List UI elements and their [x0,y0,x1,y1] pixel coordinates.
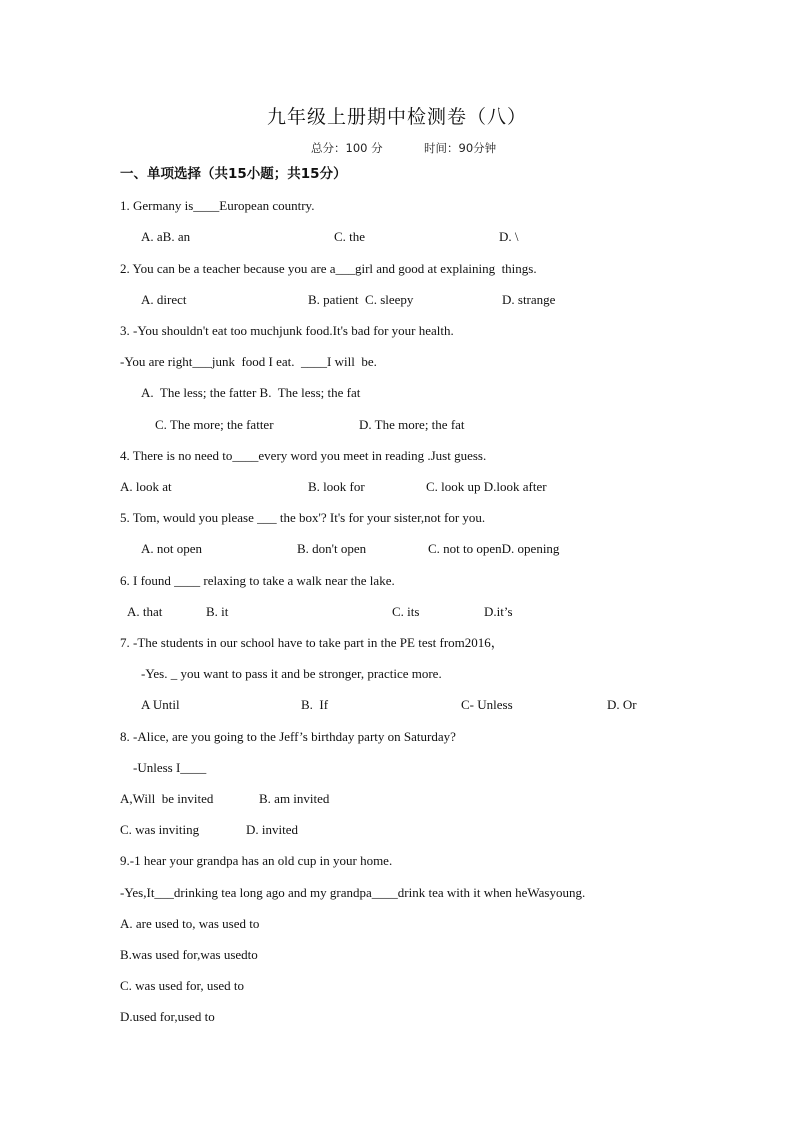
section-heading: 一、单项选择（共15小题；共15分） [120,166,347,182]
exam-time: 时间：90分钟 [424,141,497,155]
question-8-option-a: A,Will be invited [120,791,214,806]
question-1-option-c: C. the [334,229,366,244]
question-3-option-d: D. The more; the fat [359,417,465,432]
question-4-option-b: B. look for [308,479,365,494]
question-4-option-a: A. look at [120,479,172,494]
question-3-option-c: C. The more; the fatter [155,417,274,432]
question-7-stem: 7. -The students in our school have to take part in the PE test from2016， [120,635,504,650]
question-6-option-b: B. it [206,604,229,619]
question-6-option-d: D.it’s [484,604,513,619]
question-8-option-d: D. invited [246,822,298,837]
question-2-stem: 2. You can be a teacher because you are a___girl and good at explaining things. [120,261,537,276]
question-9-option-a: A. are used to, was used to [120,916,260,931]
question-3-stem-reply: -You are right___junk food I eat. ____I will be. [120,354,377,369]
question-9-option-d: D.used for,used to [120,1009,215,1024]
question-9-stem: 9.-1 hear your grandpa has an old cup in your home. [120,853,393,868]
question-5-option-b: B. don't open [297,541,367,556]
question-8-stem-reply: -Unless I____ [133,760,207,775]
question-2-option-a: A. direct [141,292,187,307]
question-8-option-b: B. am invited [259,791,330,806]
question-5-option-a: A. not open [141,541,203,556]
question-7-stem-reply: -Yes. _ you want to pass it and be stronger, practice more. [141,666,442,681]
question-3-stem: 3. -You shouldn't eat too muchjunk food.It's bad for your health. [120,323,454,338]
question-1-stem: 1. Germany is____European country. [120,198,315,213]
question-6-option-c: C. its [392,604,420,619]
question-8-option-c: C. was inviting [120,822,200,837]
question-7-option-b: B. If [301,697,329,712]
question-3-option-ab: A. The less; the fatter B. The less; the fat [141,385,361,400]
question-5-stem: 5. Tom, would you please ___ the box'? It's for your sister,not for you. [120,510,486,525]
question-8-stem: 8. -Alice, are you going to the Jeff’s birthday party on Saturday? [120,729,456,744]
question-7-option-d: D. Or [607,697,637,712]
question-6-stem: 6. I found ____ relaxing to take a walk near the lake. [120,573,395,588]
question-7-option-a: A Until [141,697,180,712]
question-4-stem: 4. There is no need to____every word you meet in reading .Just guess. [120,448,487,463]
question-9-option-c: C. was used for, used to [120,978,245,993]
question-1-option-ab: A. aB. an [141,229,191,244]
question-2-option-bc: B. patient C. sleepy [308,292,414,307]
question-6-option-a: A. that [127,604,163,619]
question-9-stem-reply: -Yes,It___drinking tea long ago and my grandpa____drink tea with it when heWasyoung. [120,885,586,900]
question-4-option-cd: C. look up D.look after [426,479,547,494]
question-1-option-d: D. \ [499,229,519,244]
question-9-option-b: B.was used for,was usedto [120,947,258,962]
question-5-option-cd: C. not to openD. opening [428,541,560,556]
total-score: 总分：100 分 [311,141,383,155]
page-title: 九年级上册期中检测卷（八） [266,106,527,128]
question-7-option-c: C- Unless [461,697,513,712]
question-2-option-d: D. strange [502,292,556,307]
